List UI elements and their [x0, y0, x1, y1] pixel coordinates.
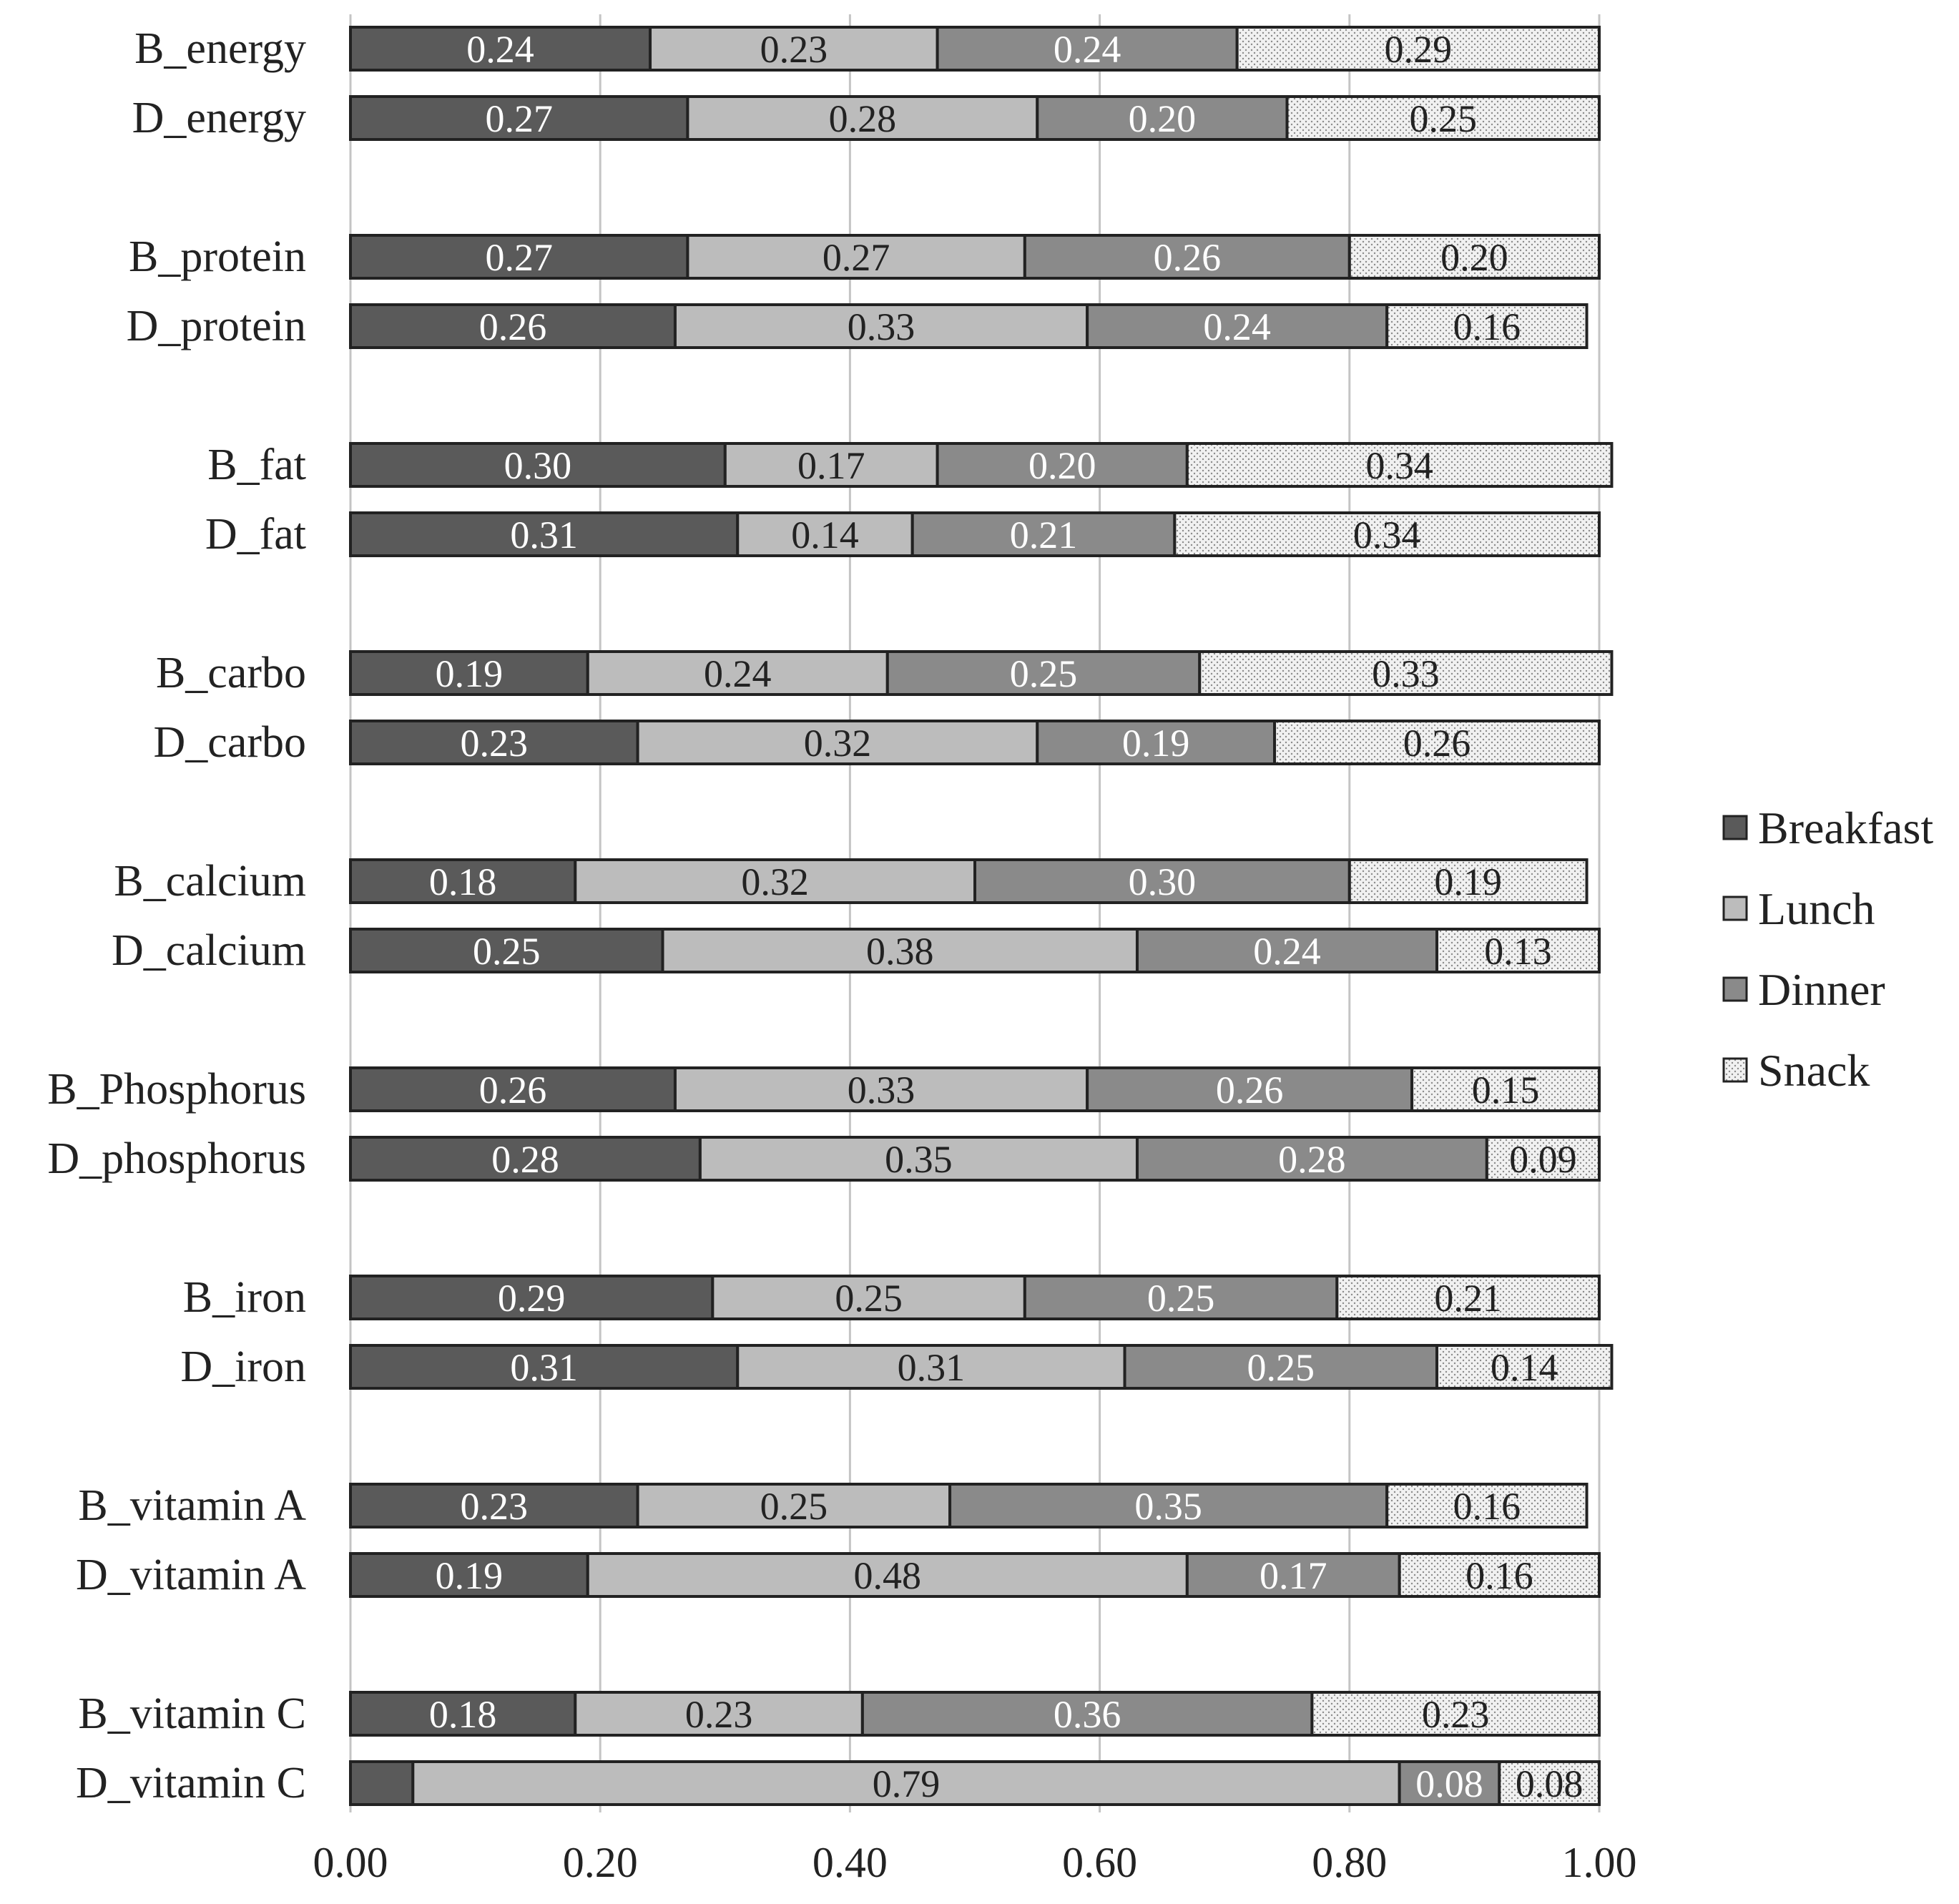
data-label-d-calcium-snack: 0.13 [1484, 930, 1552, 973]
bar-row-d-vitamin-c [350, 1762, 1599, 1805]
data-label-d-carbo-snack: 0.26 [1403, 722, 1471, 765]
bar-segment-d-vitamin-c-breakfast [350, 1762, 413, 1805]
data-label-d-phosphorus-lunch: 0.35 [885, 1138, 953, 1181]
data-label-b-calcium-snack: 0.19 [1434, 860, 1502, 903]
data-label-b-protein-dinner: 0.26 [1153, 236, 1222, 279]
data-label-d-calcium-dinner: 0.24 [1253, 930, 1321, 973]
bar-row-d-calcium [350, 929, 1599, 973]
legend-item-breakfast [1724, 803, 1933, 853]
data-label-b-energy-snack: 0.29 [1384, 28, 1453, 71]
category-label-b-fat: B_fat [207, 441, 306, 489]
data-label-d-iron-lunch: 0.31 [897, 1346, 966, 1389]
data-label-d-fat-snack: 0.34 [1352, 514, 1421, 556]
bar-row-d-phosphorus [350, 1137, 1599, 1181]
bar-row-d-energy [350, 97, 1599, 140]
bar-row-b-phosphorus [350, 1068, 1599, 1112]
category-label-d-fat: D_fat [205, 510, 306, 559]
data-label-b-iron-snack: 0.21 [1434, 1277, 1502, 1320]
data-label-b-fat-lunch: 0.17 [797, 444, 865, 487]
category-label-b-iron: B_iron [182, 1273, 306, 1322]
category-label-b-calcium: B_calcium [114, 857, 306, 906]
data-label-d-fat-dinner: 0.21 [1009, 514, 1078, 556]
legend-label-lunch: Lunch [1758, 883, 1875, 934]
category-label-b-vitamin-c: B_vitamin C [78, 1689, 306, 1738]
data-label-b-energy-breakfast: 0.24 [466, 28, 534, 71]
data-label-d-iron-dinner: 0.25 [1247, 1346, 1315, 1389]
data-label-b-carbo-lunch: 0.24 [704, 652, 772, 695]
category-label-d-calcium: D_calcium [111, 926, 306, 975]
bar-row-b-carbo [350, 652, 1611, 695]
data-label-d-fat-lunch: 0.14 [791, 514, 859, 556]
data-label-d-carbo-lunch: 0.32 [803, 722, 872, 765]
x-tick-label-4: 0.80 [1312, 1839, 1388, 1886]
data-label-b-iron-breakfast: 0.29 [497, 1277, 566, 1320]
legend-item-dinner [1724, 964, 1885, 1015]
data-label-b-calcium-lunch: 0.32 [741, 860, 809, 903]
x-axis-ticks [313, 1839, 1637, 1886]
bar-row-d-carbo [350, 721, 1599, 765]
data-label-b-fat-snack: 0.34 [1365, 444, 1433, 487]
legend-swatch-lunch [1724, 897, 1747, 920]
data-label-b-protein-snack: 0.20 [1440, 236, 1508, 279]
data-label-b-vitamin-c-snack: 0.23 [1421, 1693, 1490, 1736]
data-label-b-fat-dinner: 0.20 [1028, 444, 1096, 487]
bar-row-d-iron [350, 1345, 1611, 1389]
category-label-b-energy: B_energy [134, 24, 306, 73]
data-label-d-protein-breakfast: 0.26 [478, 305, 547, 348]
data-label-b-energy-lunch: 0.23 [760, 28, 828, 71]
x-tick-label-1: 0.20 [562, 1839, 638, 1886]
bar-row-b-protein [350, 235, 1599, 279]
data-label-b-phosphorus-lunch: 0.33 [847, 1069, 915, 1112]
category-label-d-energy: D_energy [132, 94, 306, 142]
bar-row-b-energy [350, 27, 1599, 71]
data-label-b-vitamin-a-lunch: 0.25 [760, 1485, 828, 1528]
category-label-b-phosphorus: B_Phosphorus [47, 1065, 306, 1114]
data-label-d-protein-lunch: 0.33 [847, 305, 915, 348]
data-label-d-iron-breakfast: 0.31 [510, 1346, 578, 1389]
data-label-d-protein-snack: 0.16 [1453, 305, 1521, 348]
data-label-b-calcium-dinner: 0.30 [1128, 860, 1197, 903]
x-tick-label-5: 1.00 [1561, 1839, 1637, 1886]
data-label-d-vitamin-c-snack: 0.08 [1515, 1762, 1584, 1805]
legend-swatch-snack [1724, 1059, 1747, 1081]
data-label-b-vitamin-a-breakfast: 0.23 [460, 1485, 529, 1528]
data-label-d-vitamin-a-breakfast: 0.19 [435, 1554, 504, 1597]
bar-row-d-vitamin-a [350, 1554, 1599, 1597]
data-label-d-phosphorus-breakfast: 0.28 [491, 1138, 559, 1181]
category-label-d-protein: D_protein [126, 302, 306, 350]
category-label-d-iron: D_iron [180, 1343, 306, 1391]
gridlines [350, 14, 1599, 1812]
legend-item-lunch [1724, 883, 1875, 934]
data-label-b-phosphorus-snack: 0.15 [1471, 1069, 1540, 1112]
bar-row-b-fat [350, 443, 1611, 487]
data-label-b-calcium-breakfast: 0.18 [428, 860, 497, 903]
data-label-b-carbo-dinner: 0.25 [1009, 652, 1078, 695]
data-label-d-energy-dinner: 0.20 [1128, 97, 1197, 140]
legend-swatch-breakfast [1724, 816, 1747, 839]
data-label-d-calcium-lunch: 0.38 [865, 930, 934, 973]
data-label-b-iron-lunch: 0.25 [835, 1277, 903, 1320]
legend-swatch-dinner [1724, 978, 1747, 1001]
data-label-b-protein-lunch: 0.27 [822, 236, 890, 279]
data-label-d-vitamin-a-snack: 0.16 [1465, 1554, 1533, 1597]
data-label-d-fat-breakfast: 0.31 [510, 514, 578, 556]
data-label-b-vitamin-c-dinner: 0.36 [1053, 1693, 1121, 1736]
bar-row-b-vitamin-c [350, 1692, 1599, 1736]
data-label-b-iron-dinner: 0.25 [1147, 1277, 1215, 1320]
data-label-b-vitamin-c-breakfast: 0.18 [428, 1693, 497, 1736]
data-label-b-carbo-snack: 0.33 [1372, 652, 1440, 695]
category-label-b-vitamin-a: B_vitamin A [78, 1481, 306, 1530]
data-label-b-vitamin-a-snack: 0.16 [1453, 1485, 1521, 1528]
data-label-d-calcium-breakfast: 0.25 [473, 930, 541, 973]
legend-label-snack: Snack [1758, 1045, 1870, 1096]
data-label-d-vitamin-c-dinner: 0.08 [1415, 1762, 1483, 1805]
data-label-d-carbo-breakfast: 0.23 [460, 722, 529, 765]
data-label-b-phosphorus-dinner: 0.26 [1215, 1069, 1284, 1112]
category-label-d-carbo: D_carbo [153, 718, 306, 767]
bar-row-d-fat [350, 513, 1599, 556]
category-label-b-protein: B_protein [129, 232, 306, 281]
bar-row-d-protein [350, 305, 1587, 348]
bar-row-b-vitamin-a [350, 1484, 1587, 1528]
category-label-b-carbo: B_carbo [155, 649, 306, 697]
data-label-b-carbo-breakfast: 0.19 [435, 652, 504, 695]
data-label-d-vitamin-c-lunch: 0.79 [872, 1762, 941, 1805]
category-labels [47, 24, 306, 1807]
bar-row-b-calcium [350, 860, 1587, 903]
x-tick-label-3: 0.60 [1062, 1839, 1138, 1886]
legend [1724, 803, 1933, 1096]
data-label-d-energy-breakfast: 0.27 [485, 97, 553, 140]
category-label-d-phosphorus: D_phosphorus [47, 1134, 306, 1183]
data-label-d-energy-lunch: 0.28 [828, 97, 897, 140]
data-label-b-energy-dinner: 0.24 [1053, 28, 1121, 71]
data-label-d-iron-snack: 0.14 [1490, 1346, 1558, 1389]
x-tick-label-0: 0.00 [313, 1839, 388, 1886]
data-label-b-phosphorus-breakfast: 0.26 [478, 1069, 547, 1112]
data-label-d-phosphorus-snack: 0.09 [1509, 1138, 1577, 1181]
data-label-d-energy-snack: 0.25 [1409, 97, 1477, 140]
data-label-b-fat-breakfast: 0.30 [504, 444, 572, 487]
data-label-d-vitamin-a-dinner: 0.17 [1259, 1554, 1327, 1597]
bar-row-b-iron [350, 1276, 1599, 1320]
data-label-b-vitamin-a-dinner: 0.35 [1134, 1485, 1202, 1528]
category-label-d-vitamin-a: D_vitamin A [75, 1551, 306, 1599]
x-tick-label-2: 0.40 [812, 1839, 888, 1886]
data-label-d-vitamin-a-lunch: 0.48 [853, 1554, 922, 1597]
data-label-d-protein-dinner: 0.24 [1203, 305, 1271, 348]
bars [350, 27, 1611, 1805]
legend-label-dinner: Dinner [1758, 964, 1885, 1015]
data-label-b-protein-breakfast: 0.27 [485, 236, 553, 279]
legend-item-snack [1724, 1045, 1870, 1096]
data-label-d-phosphorus-dinner: 0.28 [1278, 1138, 1346, 1181]
data-label-b-vitamin-c-lunch: 0.23 [684, 1693, 753, 1736]
category-label-d-vitamin-c: D_vitamin C [75, 1759, 306, 1807]
legend-label-breakfast: Breakfast [1758, 803, 1934, 853]
data-label-d-carbo-dinner: 0.19 [1121, 722, 1190, 765]
